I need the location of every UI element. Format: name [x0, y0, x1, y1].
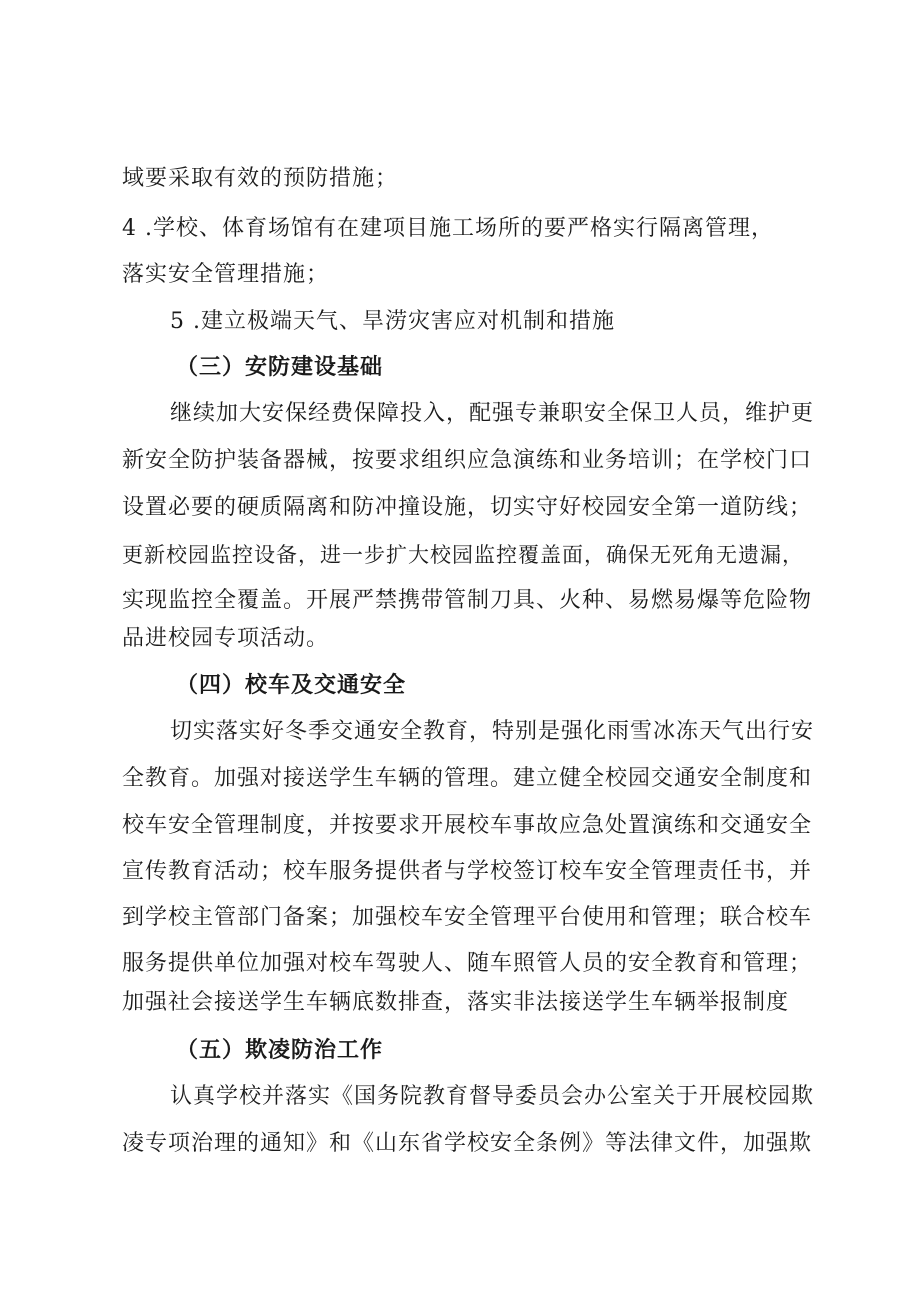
- paragraph-line: 落实安全管理措施；: [122, 262, 330, 287]
- paragraph-line: 校车安全管理制度，并按要求开展校车事故应急处置演练和交通安全: [122, 813, 813, 838]
- paragraph-line: 继续加大安保经费保障投入，配强专兼职安全保卫人员，维护更: [170, 401, 815, 426]
- paragraph-line: 加强社会接送学生车辆底数排查，落实非法接送学生车辆举报制度: [122, 990, 790, 1015]
- paragraph-line: 服务提供单位加强对校车驾驶人、随车照管人员的安全教育和管理；: [122, 951, 813, 976]
- paragraph-line: 新安全防护装备器械，按要求组织应急演练和业务培训；在学校门口: [122, 448, 813, 473]
- section-heading: （四）校车及交通安全: [176, 673, 407, 698]
- paragraph-line: 设置必要的硬质隔离和防冲撞设施，切实守好校园安全第一道防线；: [122, 495, 813, 520]
- list-item-line: 4 .学校、体育场馆有在建项目施工场所的要严格实行隔离管理，: [122, 216, 774, 241]
- paragraph-line: 域要采取有效的预防措施；: [122, 166, 399, 191]
- paragraph-line: 宣传教育活动；校车服务提供者与学校签订校车安全管理责任书，并: [122, 859, 813, 884]
- paragraph-line: 实现监控全覆盖。开展严禁携带管制刀具、火种、易燃易爆等危险物: [122, 588, 813, 613]
- paragraph-line: 认真学校并落实《国务院教育督导委员会办公室关于开展校园欺: [170, 1084, 815, 1109]
- paragraph-line: 品进校园专项活动。: [122, 626, 330, 651]
- paragraph-line: 全教育。加强对接送学生车辆的管理。建立健全校园交通安全制度和: [122, 766, 813, 791]
- paragraph-line: 凌专项治理的通知》和《山东省学校安全条例》等法律文件，加强欺: [122, 1131, 813, 1156]
- list-item-line: 5 .建立极端天气、旱涝灾害应对机制和措施: [170, 309, 615, 334]
- section-heading: （三）安防建设基础: [176, 355, 384, 380]
- paragraph-line: 到学校主管部门备案；加强校车安全管理平台使用和管理；联合校车: [122, 905, 813, 930]
- paragraph-line: 更新校园监控设备，进一步扩大校园监控覆盖面，确保无死角无遗漏，: [122, 543, 804, 567]
- section-heading: （五）欺凌防治工作: [176, 1038, 384, 1063]
- paragraph-line: 切实落实好冬季交通安全教育，特别是强化雨雪冰冻天气出行安: [170, 719, 815, 744]
